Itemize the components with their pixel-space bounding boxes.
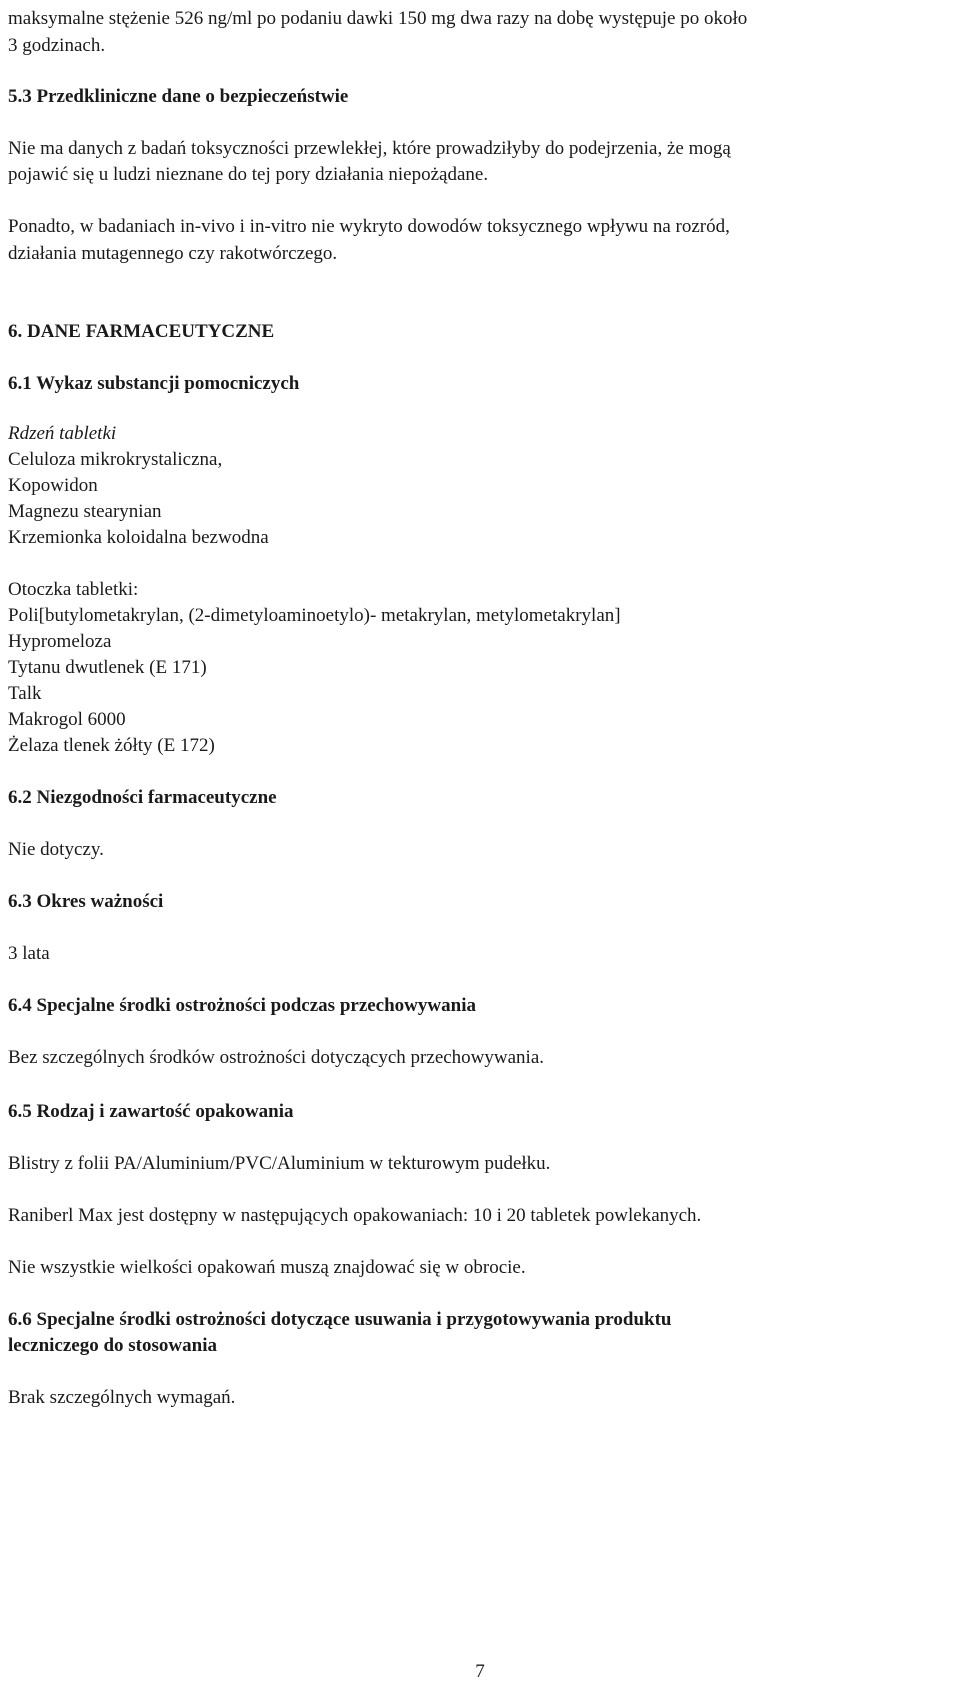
section-6-6-heading-line-1: 6.6 Specjalne środki ostrożności dotyczące usuwania i przygotowywania produktu [8, 1309, 672, 1330]
core-item: Celuloza mikrokrystaliczna, [8, 449, 223, 470]
section-6-5-paragraph-2: Raniberl Max jest dostępny w następujących opakowaniach: 10 i 20 tabletek powlekanych. [8, 1205, 702, 1226]
section-6-heading: 6. DANE FARMACEUTYCZNE [8, 321, 275, 342]
section-6-2-text: Nie dotyczy. [8, 839, 104, 860]
page-number: 7 [475, 1661, 485, 1682]
section-5-3-heading: 5.3 Przedkliniczne dane o bezpieczeństwie [8, 86, 349, 107]
section-6-4-heading: 6.4 Specjalne środki ostrożności podczas przechowywania [8, 995, 476, 1016]
section-6-3-text: 3 lata [8, 943, 50, 964]
intro-line-1: maksymalne stężenie 526 ng/ml po podaniu dawki 150 mg dwa razy na dobę występuje po około [8, 8, 748, 29]
core-item: Krzemionka koloidalna bezwodna [8, 527, 269, 548]
coating-item: Żelaza tlenek żółty (E 172) [8, 735, 215, 756]
core-label: Rdzeń tabletki [8, 423, 117, 444]
section-6-6-text: Brak szczególnych wymagań. [8, 1387, 236, 1408]
section-6-5-paragraph-3: Nie wszystkie wielkości opakowań muszą znajdować się w obrocie. [8, 1257, 526, 1278]
section-6-6-heading-line-2: leczniczego do stosowania [8, 1335, 217, 1356]
core-item: Magnezu stearynian [8, 501, 162, 522]
section-6-3-heading: 6.3 Okres ważności [8, 891, 164, 912]
section-6-4-text: Bez szczególnych środków ostrożności dotyczących przechowywania. [8, 1047, 545, 1068]
coating-item: Talk [8, 683, 42, 704]
section-6-5-paragraph-1: Blistry z folii PA/Aluminium/PVC/Aluminium w tekturowym pudełku. [8, 1153, 551, 1174]
section-5-3-paragraph-2-line-1: Ponadto, w badaniach in-vivo i in-vitro nie wykryto dowodów toksycznego wpływu na rozród, [8, 216, 730, 237]
section-5-3-paragraph-2-line-2: działania mutagennego czy rakotwórczego. [8, 243, 338, 264]
core-item: Kopowidon [8, 475, 98, 496]
section-5-3-paragraph-1-line-1: Nie ma danych z badań toksyczności przewlekłej, które prowadziłyby do podejrzenia, że mogą [8, 138, 731, 159]
coating-item: Poli[butylometakrylan, (2-dimetyloaminoetylo)- metakrylan, metylometakrylan] [8, 605, 621, 626]
section-5-3-paragraph-1-line-2: pojawić się u ludzi nieznane do tej pory działania niepożądane. [8, 164, 489, 185]
intro-line-2: 3 godzinach. [8, 35, 106, 56]
section-6-2-heading: 6.2 Niezgodności farmaceutyczne [8, 787, 277, 808]
coating-item: Makrogol 6000 [8, 709, 126, 730]
section-6-1-heading: 6.1 Wykaz substancji pomocniczych [8, 373, 300, 394]
coating-item: Tytanu dwutlenek (E 171) [8, 657, 207, 678]
coating-item: Hypromeloza [8, 631, 112, 652]
coating-label: Otoczka tabletki: [8, 579, 139, 600]
section-6-5-heading: 6.5 Rodzaj i zawartość opakowania [8, 1101, 294, 1122]
